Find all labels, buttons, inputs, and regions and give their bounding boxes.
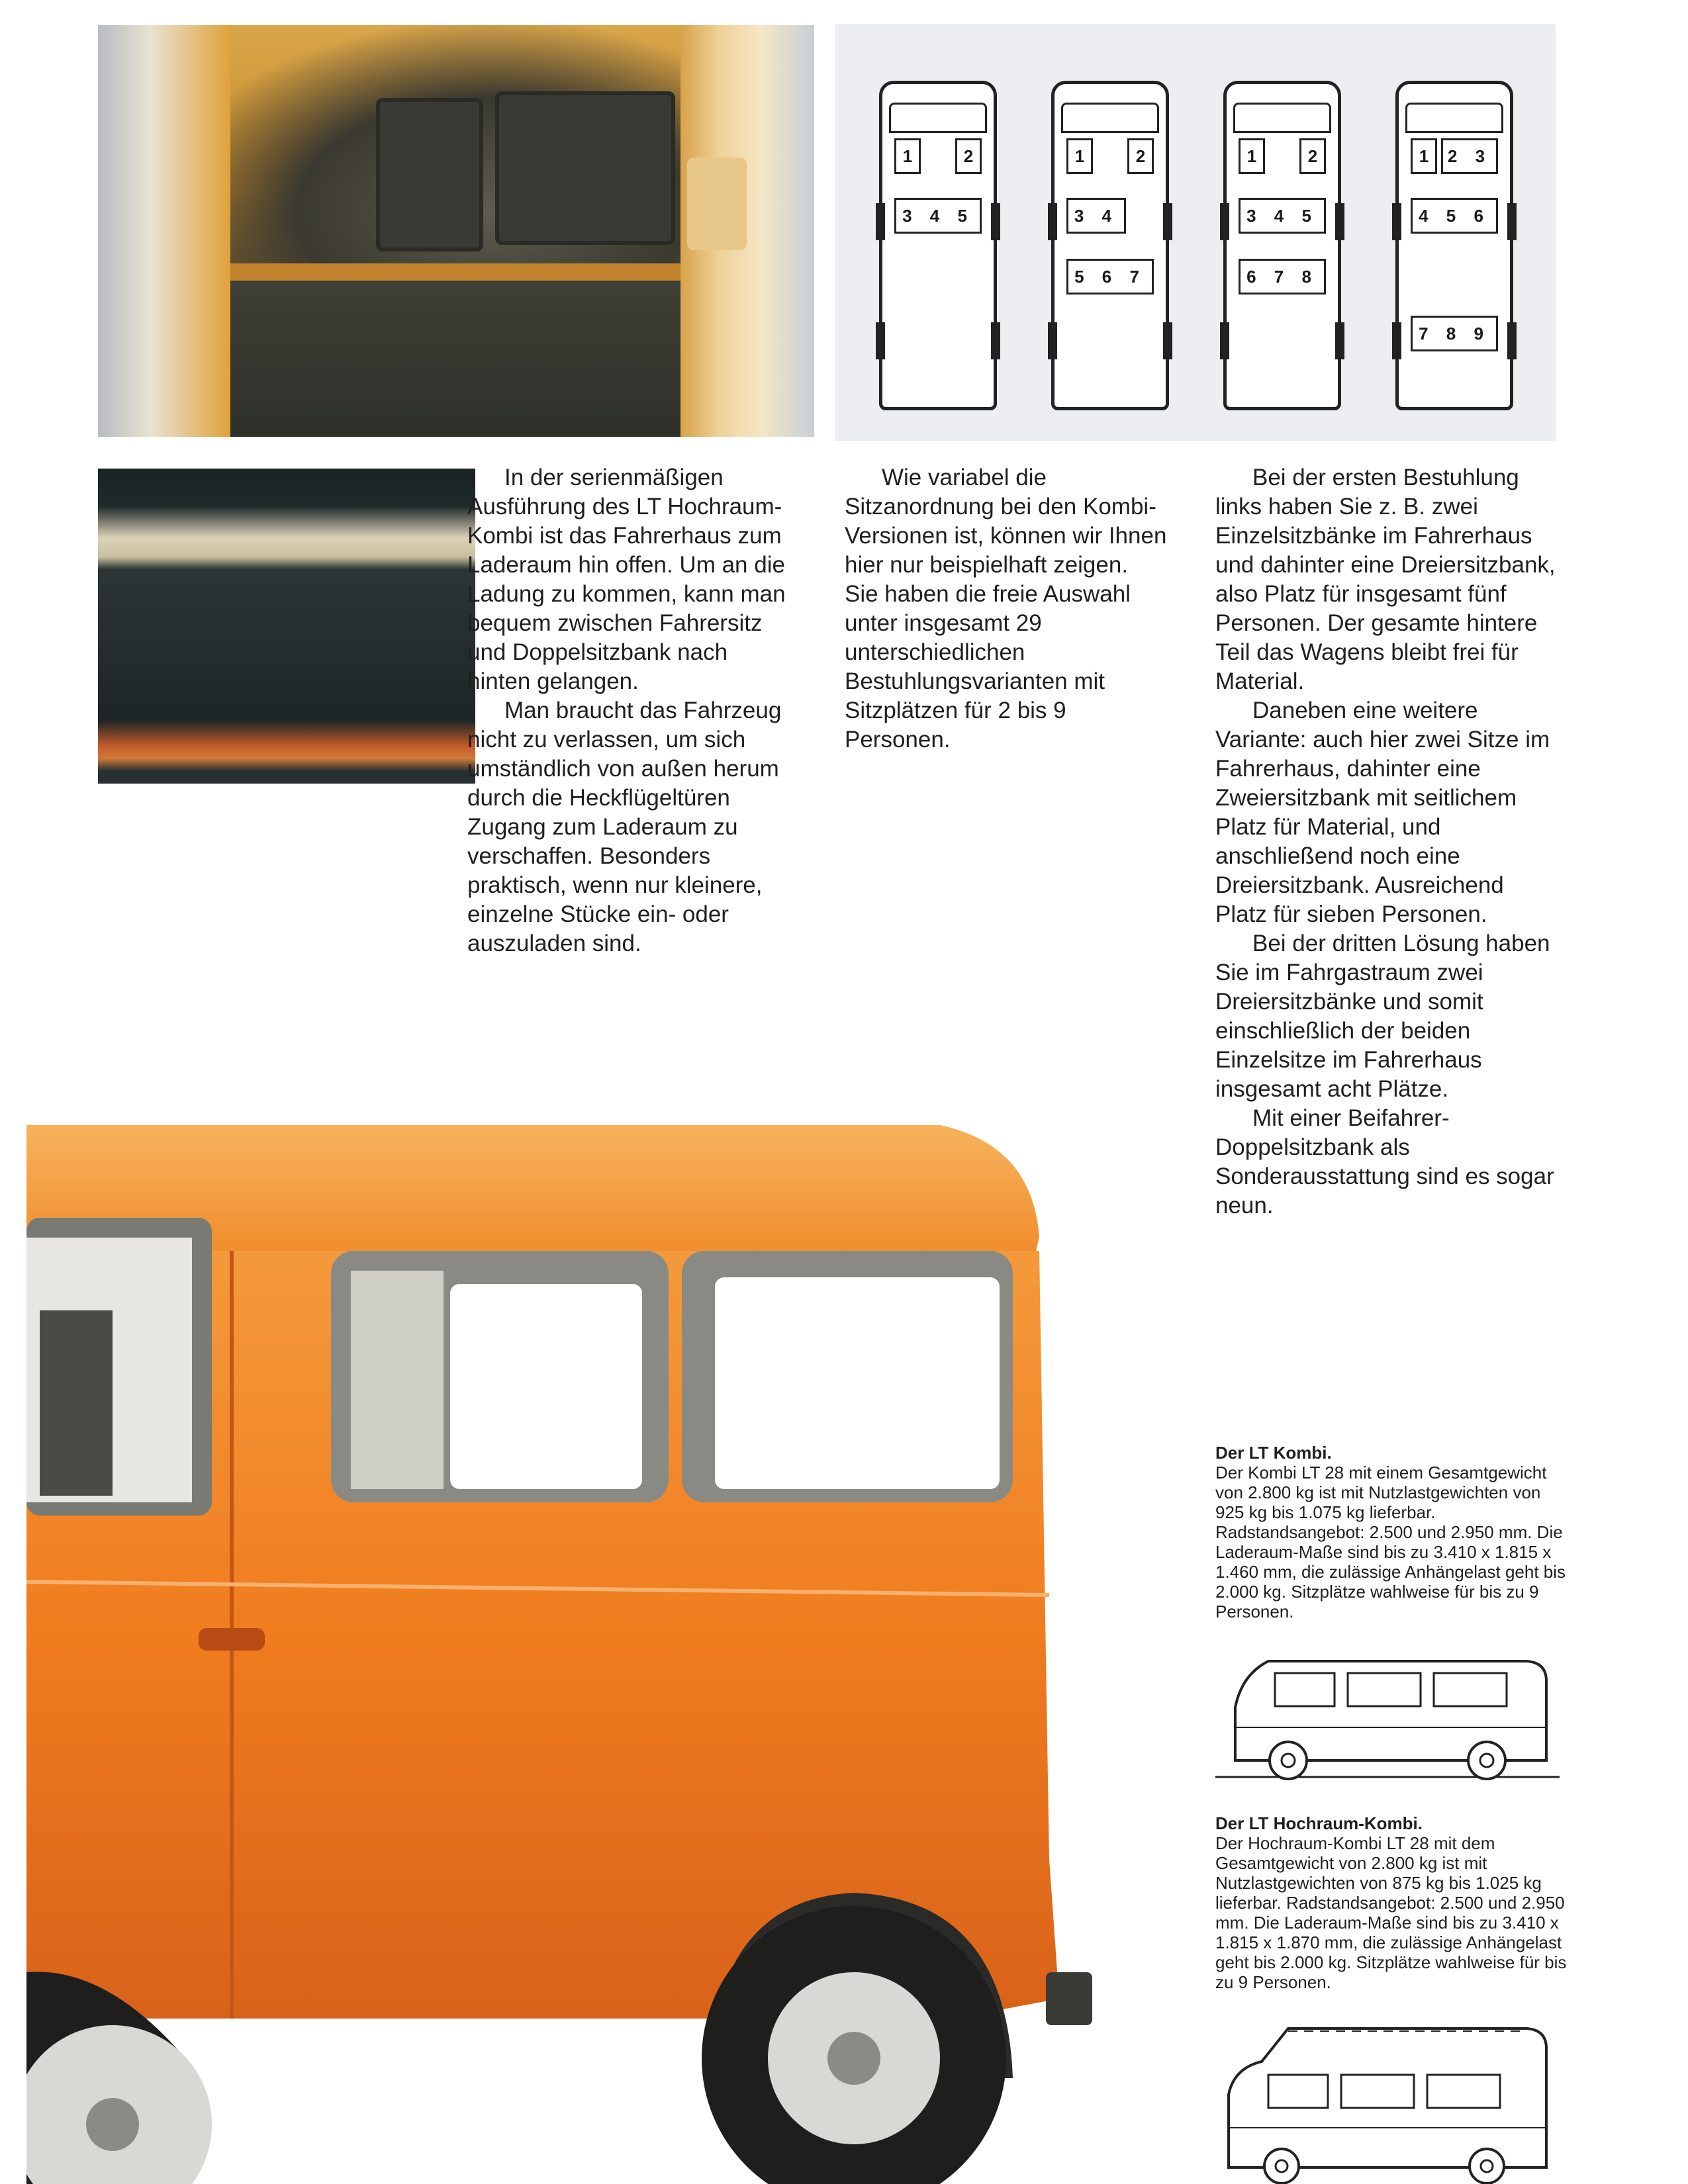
spec-body: Der Kombi LT 28 mit einem Gesamtgewicht von 2.800 kg ist mit Nutzlastgewichten von 925 kg bis 1.075 kg lieferbar. Radstandsangebot: 2.500 und 2.950 mm. Die Laderaum-Maße sind bis zu 3.410 x 1.815 x 1.460 mm, die zulässige Anhängelast geht bis 2.000 kg. Sitzplätze wahlweise für bis zu 9 Personen. xyxy=(1215,1463,1566,1621)
seat-layout-2 xyxy=(1051,81,1169,410)
interior-photo xyxy=(98,25,814,437)
spec-body: Der Hochraum-Kombi LT 28 mit dem Gesamtgewicht von 2.800 kg ist mit Nutzlastgewichten von 875 kg bis 1.025 kg lieferbar. Radstandsangebot: 2.500 und 2.950 mm. Die Laderaum-Maße sind bis zu 3.410 x 1.815 x 1.870 mm, die zulässige Anhängelast geht bis 2.000 kg. Sitzplätze wahlweise für bis zu 9 Personen. xyxy=(1215,1833,1567,1992)
van-side-drawing-kombi xyxy=(1215,1635,1560,1790)
seat-box: 3 4 5 xyxy=(1239,198,1326,234)
paragraph: Daneben eine weitere Variante: auch hier zwei Sitze im Fahrerhaus, dahinter eine Zweiersitzbank mit seitlichem Platz für Material, und anschließend noch eine Dreiersitzbank. Ausreichend Platz für sieben Personen. xyxy=(1215,698,1550,927)
paragraph: In der serienmäßigen Ausführung des LT Hochraum-Kombi ist das Fahrerhaus zum Laderaum hin offen. Um an die Ladung zu kommen, kann man bequem zwischen Fahrersitz und Doppelsitzbank nach hinten gelangen. xyxy=(467,465,786,694)
seat-box: 2 xyxy=(955,138,982,174)
text-column-2 xyxy=(845,463,1168,754)
seat-box: 2 xyxy=(1127,138,1154,174)
seat-box: 6 7 8 xyxy=(1239,259,1326,295)
text-column-3 xyxy=(1215,463,1560,1220)
seat-box: 5 6 7 xyxy=(1066,259,1154,295)
seat-box: 4 5 6 xyxy=(1411,198,1498,234)
spec-lt-kombi xyxy=(1215,1443,1573,1621)
van-side-drawing-hochraum xyxy=(1215,2015,1560,2184)
seat-layout-4 xyxy=(1395,81,1513,410)
seat-box: 3 4 5 xyxy=(894,198,982,234)
seat-box: 1 xyxy=(1066,138,1093,174)
floor-photo xyxy=(98,469,475,784)
spec-title: Der LT Hochraum-Kombi. xyxy=(1215,1813,1423,1833)
text-column-1 xyxy=(467,463,790,958)
paragraph: Bei der ersten Bestuhlung links haben Sie z. B. zwei Einzelsitzbänke im Fahrerhaus und dahinter eine Dreiersitzbank, also Platz für insgesamt fünf Personen. Der gesamte hintere Teil das Wagens bleibt frei für Material. xyxy=(1215,465,1556,694)
seat-layout-3 xyxy=(1223,81,1341,410)
paragraph: Man braucht das Fahrzeug nicht zu verlassen, um sich umständlich von außen herum durch die Heckflügeltüren Zugang zum Laderaum zu verschaffen. Besonders praktisch, wenn nur kleinere, einzelne Stücke ein- oder auszuladen sind. xyxy=(467,698,782,956)
seat-layout-1 xyxy=(879,81,997,410)
spec-lt-hochraum-kombi xyxy=(1215,1813,1573,1992)
paragraph: Bei der dritten Lösung haben Sie im Fahrgastraum zwei Dreiersitzbänke und somit einschließlich der beiden Einzelsitze im Fahrerhaus insgesamt acht Plätze. xyxy=(1215,931,1550,1102)
seat-layout-diagrams xyxy=(835,24,1556,441)
seat-box: 1 xyxy=(1411,138,1437,174)
seat-box: 2 3 xyxy=(1441,138,1498,174)
spec-title: Der LT Kombi. xyxy=(1215,1443,1332,1463)
paragraph: Wie variabel die Sitzanordnung bei den Kombi-Versionen ist, können wir Ihnen hier nur beispielhaft zeigen. Sie haben die freie Auswahl unter insgesamt 29 unterschiedlichen Bestuhlungsvarianten mit Sitzplätzen für 2 bis 9 Personen. xyxy=(845,465,1167,752)
seat-box: 7 8 9 xyxy=(1411,316,1498,351)
paragraph: Mit einer Beifahrer-Doppelsitzbank als Sonderausstattung sind es sogar neun. xyxy=(1215,1105,1554,1218)
seat-box: 2 xyxy=(1299,138,1326,174)
seat-box: 1 xyxy=(894,138,921,174)
seat-box: 1 xyxy=(1239,138,1265,174)
van-photo xyxy=(26,1118,1099,2184)
seat-box: 3 4 xyxy=(1066,198,1126,234)
